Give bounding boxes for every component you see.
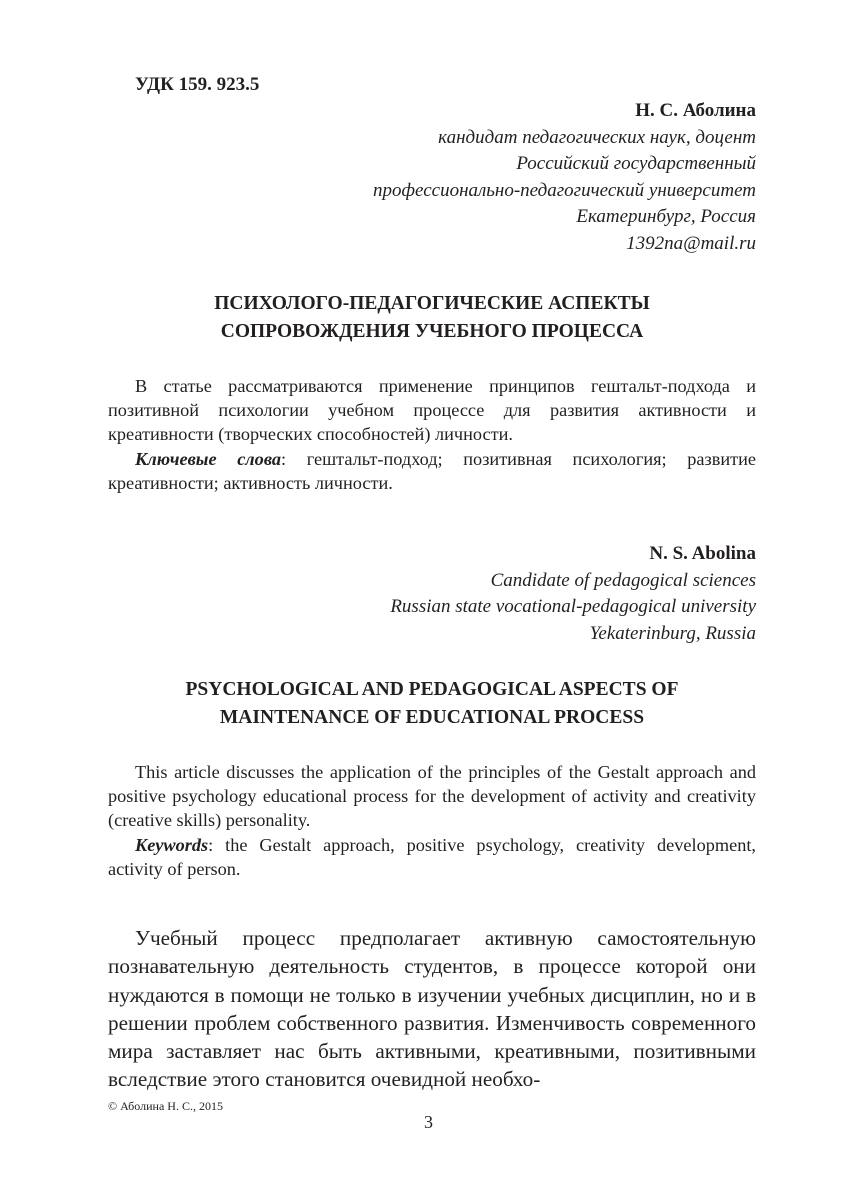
author-affiliation-en: Russian state vocational-pedagogical university bbox=[390, 596, 756, 618]
copyright-note: © Аболина Н. С., 2015 bbox=[108, 1099, 223, 1113]
article-title-ru bbox=[108, 290, 756, 346]
udc-code: УДК 159. 923.5 bbox=[135, 74, 260, 95]
author-block-ru bbox=[373, 98, 756, 258]
author-block-en bbox=[390, 541, 756, 647]
keywords-en-text: : the Gestalt approach, positive psychology, creativity development, activity of person. bbox=[108, 834, 756, 879]
author-position-en: Candidate of pedagogical sciences bbox=[490, 569, 756, 591]
author-city-ru: Екатеринбург, Россия bbox=[576, 206, 756, 228]
article-title-en bbox=[108, 676, 756, 732]
author-position-ru: кандидат педагогических наук, доцент bbox=[438, 126, 756, 148]
author-city-en: Yekaterinburg, Russia bbox=[589, 622, 756, 644]
abstract-en bbox=[108, 760, 756, 881]
abstract-en-text: This article discusses the application of the principles of the Gestalt approach and positive psychology educational process for the development of activity and creativity (creative skills) personality. bbox=[108, 762, 756, 831]
keywords-ru bbox=[108, 447, 756, 495]
keywords-ru-text: : гештальт-подход; позитивная психология; развитие креативности; активность личности. bbox=[108, 448, 756, 493]
keywords-en bbox=[108, 833, 756, 881]
abstract-ru-text: В статье рассматриваются применение принципов гештальт-подхода и позитивной психологии учебном процессе для развития активности и креативности (творческих способностей) личности. bbox=[108, 376, 756, 445]
body-section bbox=[108, 924, 756, 1094]
author-name-en: N. S. Abolina bbox=[649, 543, 756, 564]
page-number: 3 bbox=[424, 1112, 433, 1132]
author-affiliation-ru-2: профессионально-педагогический университет bbox=[373, 179, 756, 201]
keywords-ru-label: Ключевые слова bbox=[135, 448, 282, 469]
article-title-ru-line1: ПСИХОЛОГО-ПЕДАГОГИЧЕСКИЕ АСПЕКТЫ bbox=[214, 293, 650, 314]
author-email: 1392na@mail.ru bbox=[626, 232, 756, 254]
article-title-en-line1: PSYCHOLOGICAL AND PEDAGOGICAL ASPECTS OF bbox=[185, 679, 679, 700]
keywords-en-label: Keywords bbox=[135, 834, 209, 855]
article-title-en-line2: MAINTENANCE OF EDUCATIONAL PROCESS bbox=[219, 707, 645, 728]
author-affiliation-ru-1: Российский государственный bbox=[516, 153, 756, 175]
article-title-ru-line2: СОПРОВОЖДЕНИЯ УЧЕБНОГО ПРОЦЕССА bbox=[220, 321, 644, 342]
body-paragraph: Учебный процесс предполагает активную самостоятельную познавательную деятельность студентов, в процессе которой они нуждаются в помощи не только в изучении учебных дисциплин, но и в решении проблем собственного развития. Изменчивость современного мира заставляет нас быть активными, креативными, позитивными вследствие этого становится очевидной необхо- bbox=[108, 926, 756, 1092]
author-name-ru: Н. С. Аболина bbox=[635, 100, 756, 121]
abstract-ru bbox=[108, 374, 756, 495]
